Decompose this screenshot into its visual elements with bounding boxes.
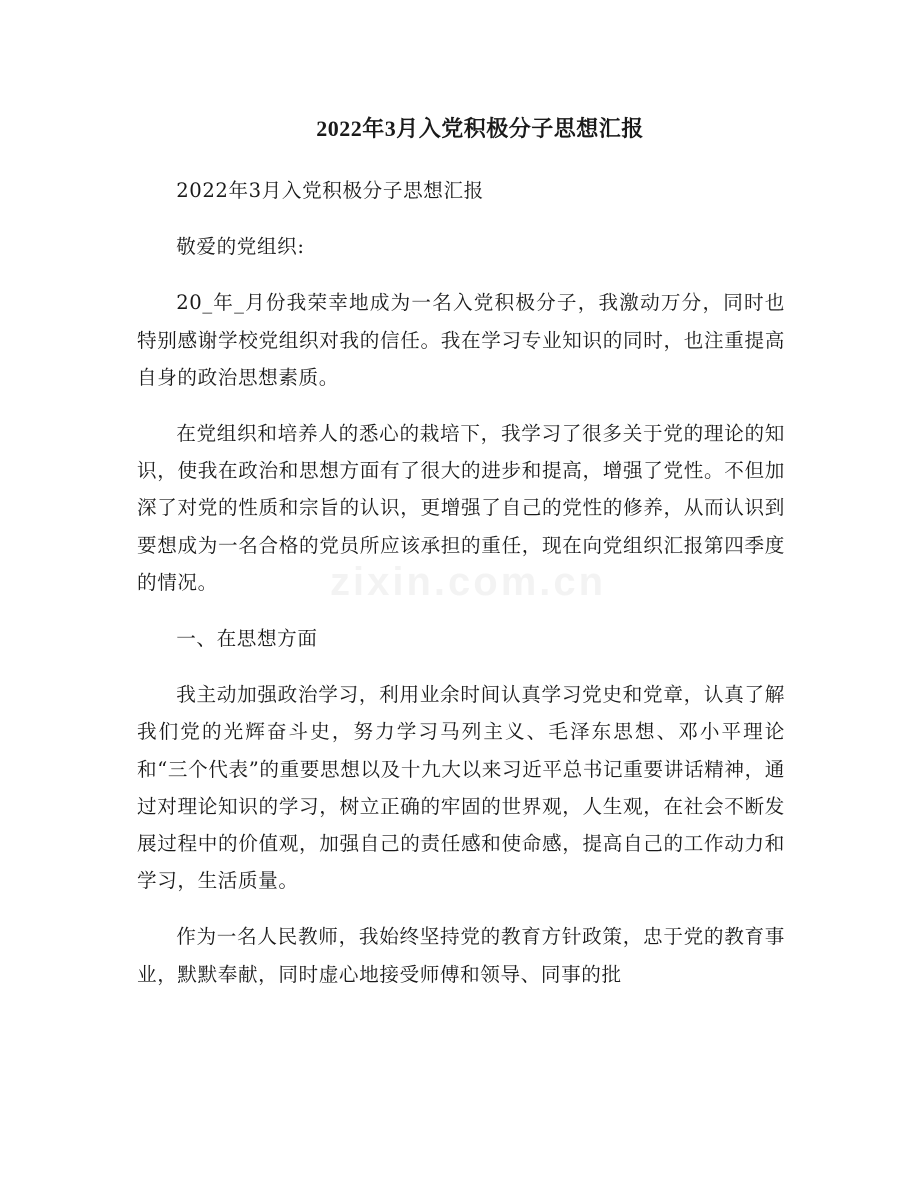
paragraph-theory: 在党组织和培养人的悉心的栽培下，我学习了很多关于党的理论的知识，使我在政治和思想方面有了很大的进步和提高，增强了党性。不但加深了对党的性质和宗旨的认识，更增强了自己的党性的修养，从而认识到要想成为一名合格的党员所应该承担的重任，现在向党组织汇报第四季度的情况。 <box>137 422 785 594</box>
document-title: 2022年3月入党积极分子思想汇报 <box>316 116 644 141</box>
section-heading-thought: 一、在思想方面 <box>176 627 318 651</box>
paragraph-intro: 20_年_月份我荣幸地成为一名入党积极分子，我激动万分，同时也特别感谢学校党组织对我的信任。我在学习专业知识的同时，也注重提高自身的政治思想素质。 <box>137 291 785 389</box>
watermark: zixin.com.cn <box>330 560 607 604</box>
paragraph-study: 我主动加强政治学习，利用业余时间认真学习党史和党章，认真了解我们党的光辉奋斗史，努力学习马列主义、毛泽东思想、邓小平理论和“三个代表”的重要思想以及十九大以来习近平总书记重要讲话精神，通过对理论知识的学习，树立正确的牢固的世界观，人生观，在社会不断发展过程中的价值观，加强自己的责任感和使命感，提高自己的工作动力和学习，生活质量。 <box>137 683 785 893</box>
paragraph-subtitle: 2022年3月入党积极分子思想汇报 <box>176 179 484 202</box>
paragraph-teacher: 作为一名人民教师，我始终坚持党的教育方针政策，忠于党的教育事业，默默奉献，同时虚心地接受师傅和领导、同事的批 <box>137 925 785 986</box>
paragraph-salutation: 敬爱的党组织: <box>176 235 305 259</box>
